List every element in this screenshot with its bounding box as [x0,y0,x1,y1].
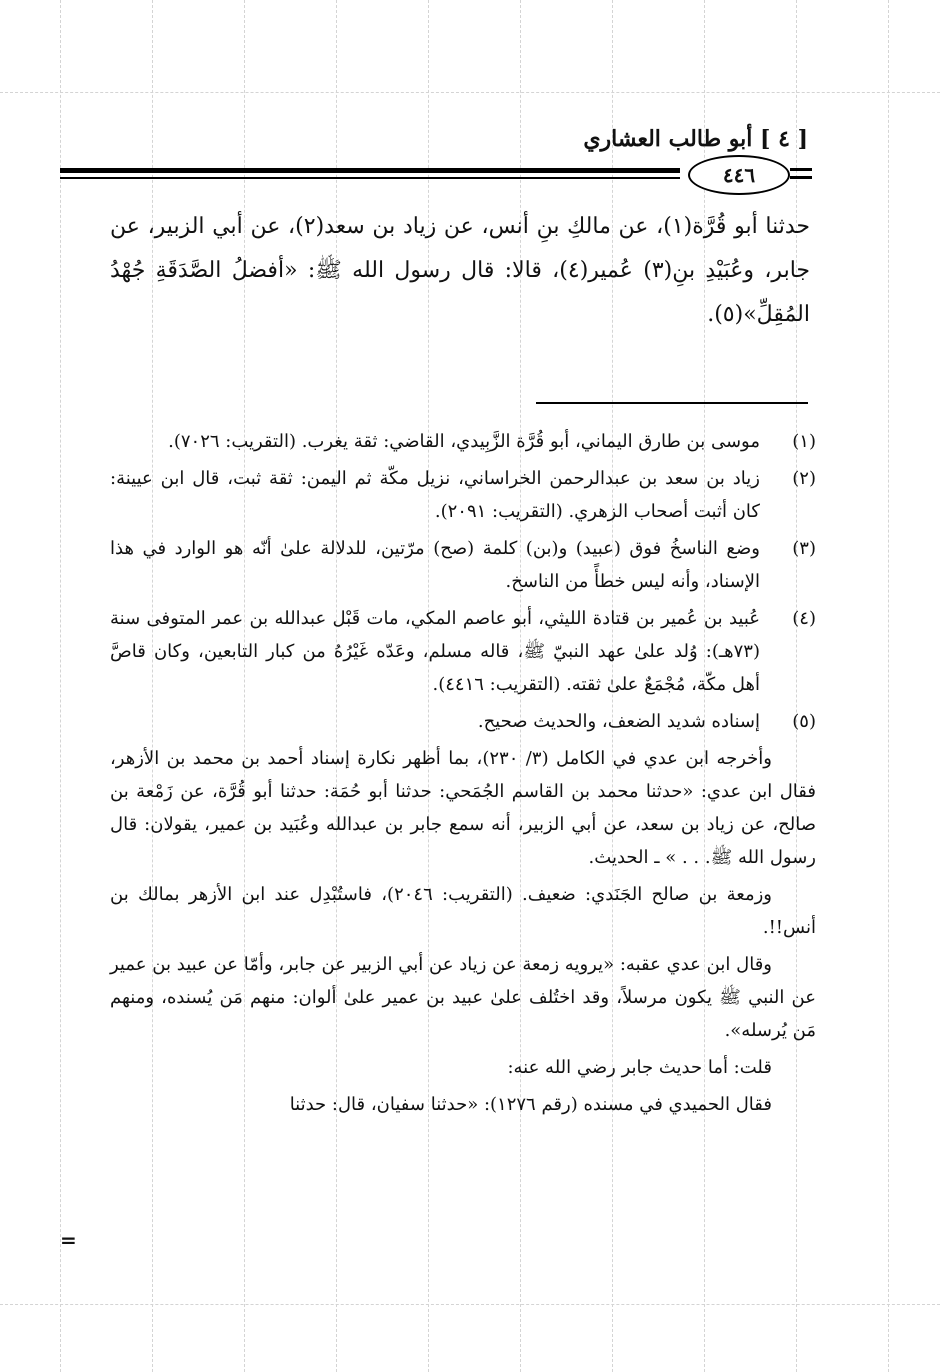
footnote-text: وضع الناسخُ فوق (عبيد) و(بن) كلمة (صح) مرّتين، للدلالة علىٰ أنّه هو الوارد في هذا الإسناد، وأنه ليس خطأً من الناسخ. [110,538,760,592]
footnote [110,425,816,458]
header-rule-short [790,176,812,179]
footnote [110,705,816,738]
footnote-text: موسى بن طارق اليماني، أبو قُرَّة الزَّبِيدي، القاضي: ثقة يغرب. (التقريب: ٧٠٢٦). [168,431,760,452]
hadith-text: حدثنا أبو قُرَّة(١)، عن مالكِ بنِ أنس، عن زياد بن سعد(٢)، عن أبي الزبير، عن جابر، وعُبَيْدِ بنِ(٣) عُمير(٤)، قالا: قال رسول الله ﷺ: «أفضلُ الصَّدَقَةِ جُهْدُ المُقِلِّ»(٥). [110,214,810,327]
page-number-text: ٤٤٦ [722,163,756,187]
footnote [110,532,816,598]
footnote-number: (٤) [792,608,816,629]
guide-line [888,0,889,1372]
footnote [110,462,816,528]
footnote-number: (٣) [792,538,816,559]
footnote-paragraph: وزمعة بن صالح الجَنَدي: ضعيف. (التقريب: ٢٠٤٦)، فاستُبْدِل عند ابن الأزهر بمالك بن أنس!!. [110,884,816,938]
footnote-paragraph: وقال ابن عدي عقبه: «يرويه زمعة عن زياد عن أبي الزبير عن جابر، وأمّا عن عبيد بن عمير عن النبي ﷺ يكون مرسلاً، وقد اختُلف علىٰ عبيد بن عمير علىٰ ألوان: منهم مَن يُسنده، ومنهم مَن يُرسله». [110,954,816,1041]
footnote [110,602,816,701]
page-number [688,155,790,195]
footnote-number: (٥) [792,711,816,732]
guide-line [0,1304,940,1305]
footnote-paragraph: فقال الحميدي في مسنده (رقم ١٢٧٦): «حدثنا سفيان، قال: حدثنا [289,1094,772,1115]
footnote-paragraph: وأخرجه ابن عدي في الكامل (٣/ ٢٣٠)، بما أظهر نكارة إسناد أحمد بن محمد بن الأزهر، فقال ابن عدي: «حدثنا محمد بن القاسم الجُمَحي: حدثنا أبو حُمَة: حدثنا أبو قُرَّة، عن زَمْعة بن صالح، عن زياد بن سعد، عن أبي الزبير، أنه سمع جابر بن عبدالله وعُبَيد بن عمير، يقولان: قال رسول الله ﷺ. . . » ـ الحديث. [110,748,817,868]
footnote-separator [536,402,808,404]
running-header-title: [ ٤ ] أبو طالب العشاري [583,126,808,152]
guide-line [60,0,61,1372]
header-rule-thin [60,177,680,179]
footnote-text: عُبيد بن عُمير بن قتادة الليثي، أبو عاصم المكي، مات قَبْل عبدالله بن عمر المتوفى سنة (٧٣هـ): وُلد علىٰ عهد النبيّ ﷺ، قاله مسلم، وعَدّه غَيْرُهُ من كبار التابعين، وكان قاصَّ أهل مكّة، مُجْمَعٌ علىٰ ثقته. (التقريب: ٤٤١٦). [110,608,760,695]
header-rule-thick [60,168,680,173]
footnote-number: (١) [792,431,816,452]
footnotes-section [110,425,816,1125]
footnote-text: إسناده شديد الضعف، والحديث صحيح. [477,711,760,732]
footnote-paragraph: قلت: أما حديث جابر رضي الله عنه: [507,1057,772,1078]
continuation-mark: = [60,1228,77,1252]
footnote-text: زياد بن سعد بن عبدالرحمن الخراساني، نزيل مكّة ثم اليمن: ثقة ثبت، قال ابن عيينة: كان أثبت أصحاب الزهري. (التقريب: ٢٠٩١). [110,468,760,522]
footnote-number: (٢) [792,468,816,489]
guide-line [0,92,940,93]
header-rule-short [790,168,812,171]
